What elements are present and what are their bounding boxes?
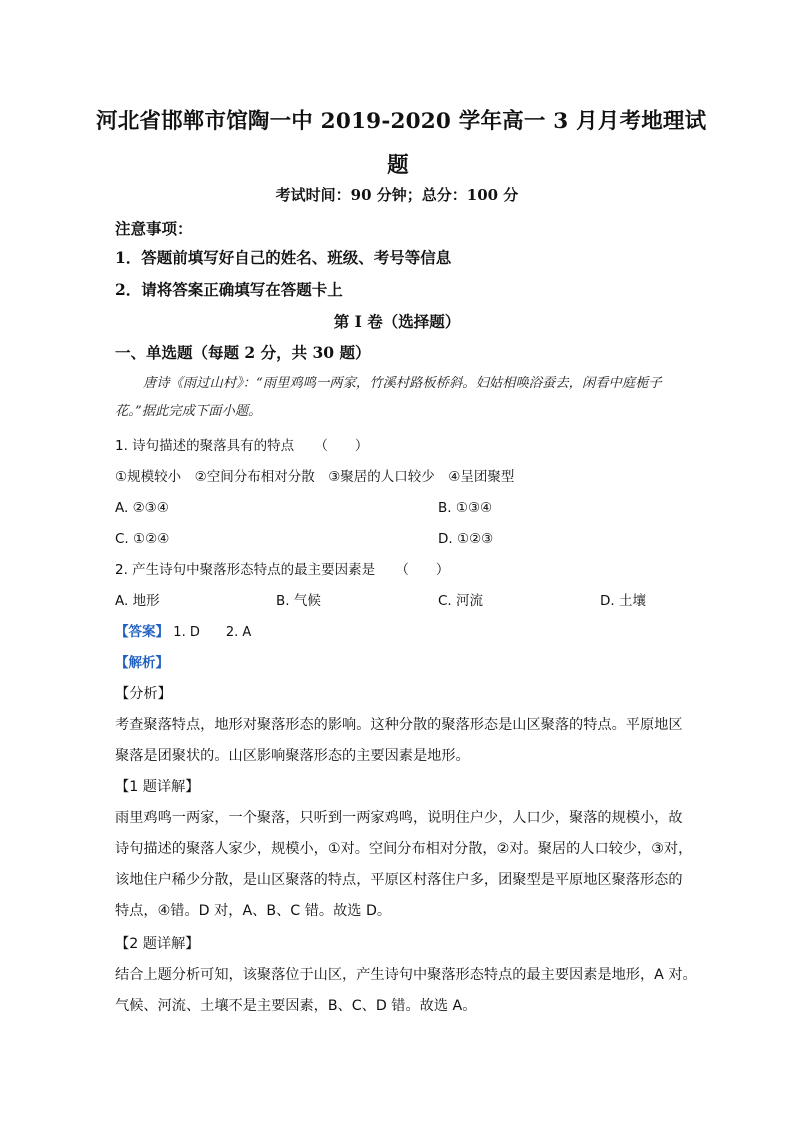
- q2-stem: 2. 产生诗句中聚落形态特点的最主要因素是 （ ）: [115, 562, 450, 578]
- q1-stem: 1. 诗句描述的聚落具有的特点 （ ）: [115, 438, 369, 454]
- fenxi-line-1: 考查聚落特点，地形对聚落形态的影响。这种分散的聚落形态是山区聚落的特点。平原地区: [115, 717, 683, 733]
- volume-heading: 第 I 卷（选择题）: [333, 312, 461, 331]
- detail2-line-2: 气候、河流、土壤不是主要因素，B、C、D 错。故选 A。: [115, 998, 477, 1014]
- detail1-tag: 【1 题详解】: [115, 779, 200, 795]
- detail1-paragraph: [115, 803, 693, 927]
- q1-option-d: D. ①②③: [438, 531, 494, 547]
- analysis-tag: [115, 652, 169, 674]
- exam-info: 考试时间：90 分钟；总分：100 分: [275, 186, 519, 204]
- answer-line: [115, 621, 251, 644]
- answer-value: 1. D 2. A: [173, 625, 252, 640]
- detail1-line-3: 该地住户稀少分散，是山区聚落的特点，平原区村落住户多，团聚型是平原地区聚落形态的: [115, 872, 683, 888]
- document-title: [96, 100, 707, 188]
- detail2-line-1: 结合上题分析可知，该聚落位于山区，产生诗句中聚落形态特点的最主要因素是地形，A 对。: [115, 967, 697, 983]
- detail1-line-2: 诗句描述的聚落人家少，规模小，①对。空间分布相对分散，②对。聚居的人口较少，③对，: [115, 841, 693, 857]
- notes-heading: 注意事项：: [115, 219, 193, 238]
- note-2: 2．请将答案正确填写在答题卡上: [115, 280, 343, 299]
- q2-option-d: D. 土壤: [600, 593, 646, 609]
- q1-option-c: C. ①②④: [115, 531, 170, 547]
- analysis-tag-text: 【解析】: [115, 655, 169, 671]
- q2-option-a: A. 地形: [115, 593, 160, 609]
- fenxi-paragraph: [115, 710, 690, 772]
- detail1-line-1: 雨里鸡鸣一两家，一个聚落，只听到一两家鸡鸣，说明住户少，人口少，聚落的规模小，故: [115, 810, 683, 826]
- detail2-paragraph: [115, 960, 697, 1022]
- note-1: 1．答题前填写好自己的姓名、班级、考号等信息: [115, 248, 452, 267]
- section-heading: 一、单选题（每题 2 分，共 30 题）: [115, 343, 371, 362]
- title-line-2: 题: [387, 153, 409, 178]
- q1-items: ①规模较小 ②空间分布相对分散 ③聚居的人口较少 ④呈团聚型: [115, 469, 515, 485]
- fenxi-tag: 【分析】: [115, 686, 172, 702]
- detail2-tag: 【2 题详解】: [115, 936, 200, 952]
- poem-passage: [115, 370, 685, 426]
- fenxi-line-2: 聚落是团聚状的。山区影响聚落形态的主要因素是地形。: [115, 748, 470, 764]
- q1-option-a: A. ②③④: [115, 500, 169, 516]
- q2-option-c: C. 河流: [438, 593, 484, 609]
- title-line-1: 河北省邯郸市馆陶一中 2019-2020 学年高一 3 月月考地理试: [96, 109, 707, 134]
- q2-option-b: B. 气候: [276, 593, 321, 609]
- answer-tag: 【答案】: [115, 624, 169, 640]
- poem-line-2: 花。”据此完成下面小题。: [115, 404, 262, 419]
- poem-line-1: 唐诗《雨过山村》：“雨里鸡鸣一两家，竹溪村路板桥斜。妇姑相唤浴蚕去，闲看中庭栀子: [143, 376, 662, 391]
- detail1-line-4: 特点，④错。D 对，A、B、C 错。故选 D。: [115, 903, 392, 919]
- q1-option-b: B. ①③④: [438, 500, 493, 516]
